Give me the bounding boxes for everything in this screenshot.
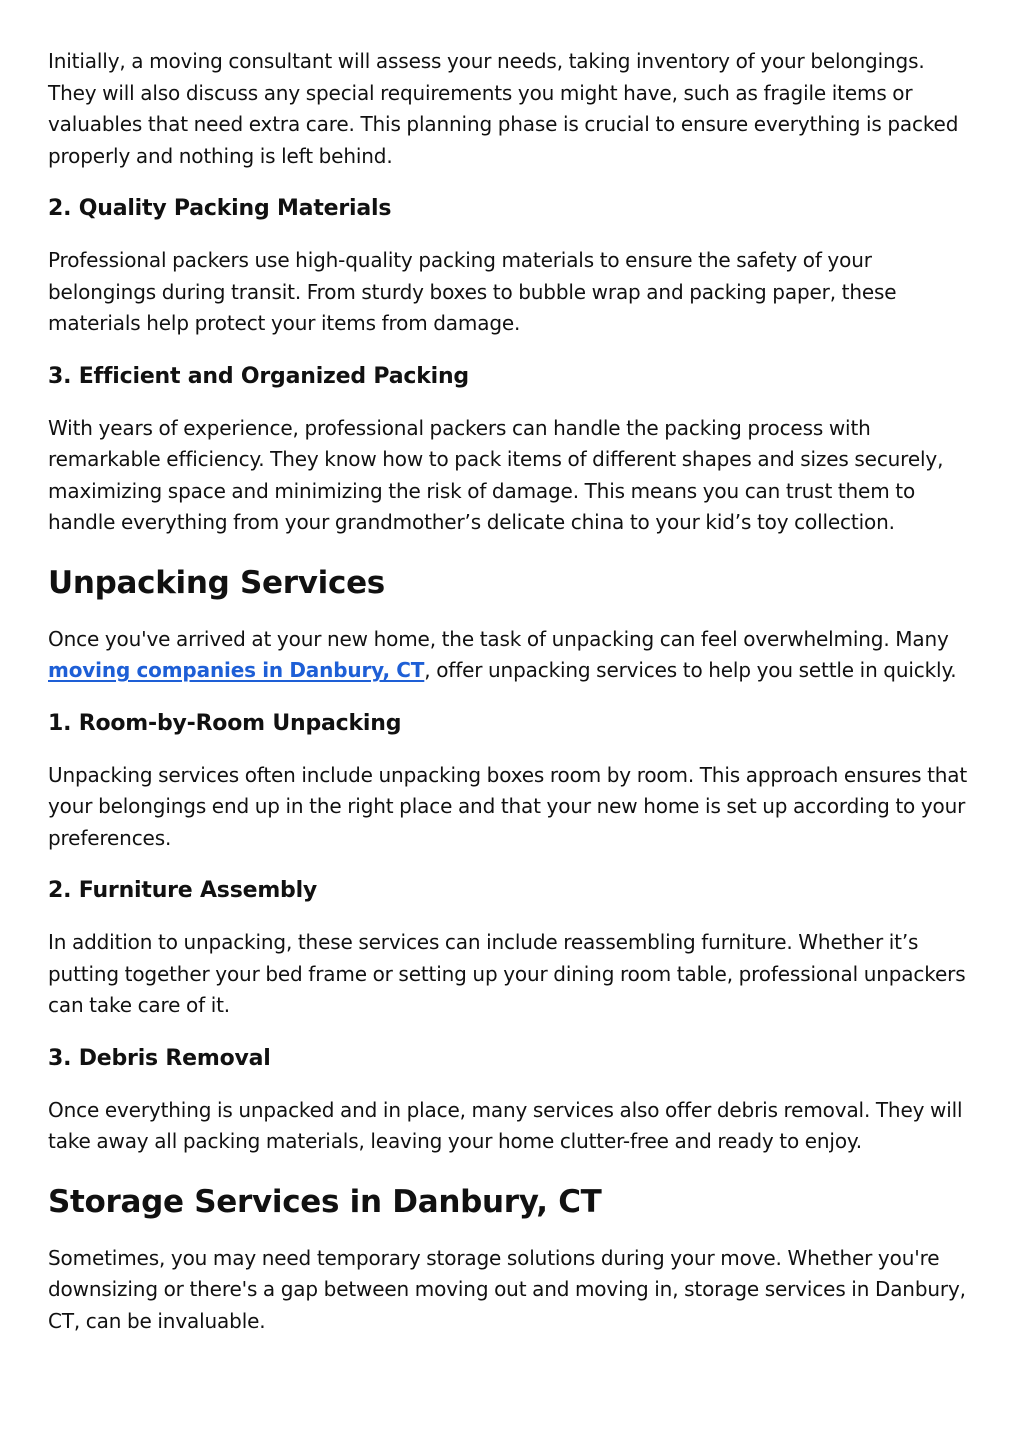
paragraph-debris-removal: Once everything is unpacked and in place, many services also offer debris removal. They will take away all packing materials, leaving your home clutter-free and ready to enjoy. — [48, 1097, 963, 1153]
heading-debris-removal: 3. Debris Removal — [48, 1045, 271, 1071]
section-title-storage-services: Storage Services in Danbury, CT — [48, 1183, 602, 1220]
paragraph-furniture-assembly: In addition to unpacking, these services can include reassembling furniture. Whether it’s putting together your bed frame or setting up your dining room table, professional unpackers can take care of it. — [48, 930, 966, 1017]
paragraph-unpacking-intro — [48, 624, 976, 687]
moving-companies-danbury-link[interactable]: moving companies in Danbury, CT — [48, 658, 425, 682]
paragraph-efficient-organized-packing: With years of experience, professional packers can handle the packing process with remarkable efficiency. They know how to pack items of different shapes and sizes securely, maximizing space and minimizing the risk of damage. This means you can trust them to handle everything from your grandmother’s delicate china to your kid’s toy collection. — [48, 415, 944, 534]
heading-furniture-assembly: 2. Furniture Assembly — [48, 878, 318, 903]
heading-room-by-room-unpacking: 1. Room-by-Room Unpacking — [48, 710, 402, 736]
paragraph-storage-services: Sometimes, you may need temporary storage solutions during your move. Whether you're downsizing or there's a gap between moving out and moving in, storage services in Danbury, CT, can be invaluable. — [48, 1245, 966, 1333]
heading-quality-packing-materials: 2. Quality Packing Materials — [48, 196, 392, 221]
section-title-unpacking-services: Unpacking Services — [48, 564, 385, 601]
paragraph-room-by-room-unpacking: Unpacking services often include unpacking boxes room by room. This approach ensures that your belongings end up in the right place and that your new home is set up according to your preferences. — [48, 762, 968, 850]
unpacking-intro-text-before: Once you've arrived at your new home, the task of unpacking can feel overwhelming. Many — [48, 626, 949, 651]
heading-efficient-organized-packing: 3. Efficient and Organized Packing — [48, 363, 469, 389]
paragraph-quality-packing-materials: Professional packers use high-quality packing materials to ensure the safety of your belongings during transit. From sturdy boxes to bubble wrap and packing paper, these materials help protect your items from damage. — [48, 248, 897, 335]
unpacking-intro-text-after: , offer unpacking services to help you settle in quickly. — [424, 658, 957, 682]
intro-paragraph: Initially, a moving consultant will assess your needs, taking inventory of your belongings. They will also discuss any special requirements you might have, such as fragile items or valuables that need extra care. This planning phase is crucial to ensure everything is packed properly and nothing is left behind. — [48, 49, 959, 168]
